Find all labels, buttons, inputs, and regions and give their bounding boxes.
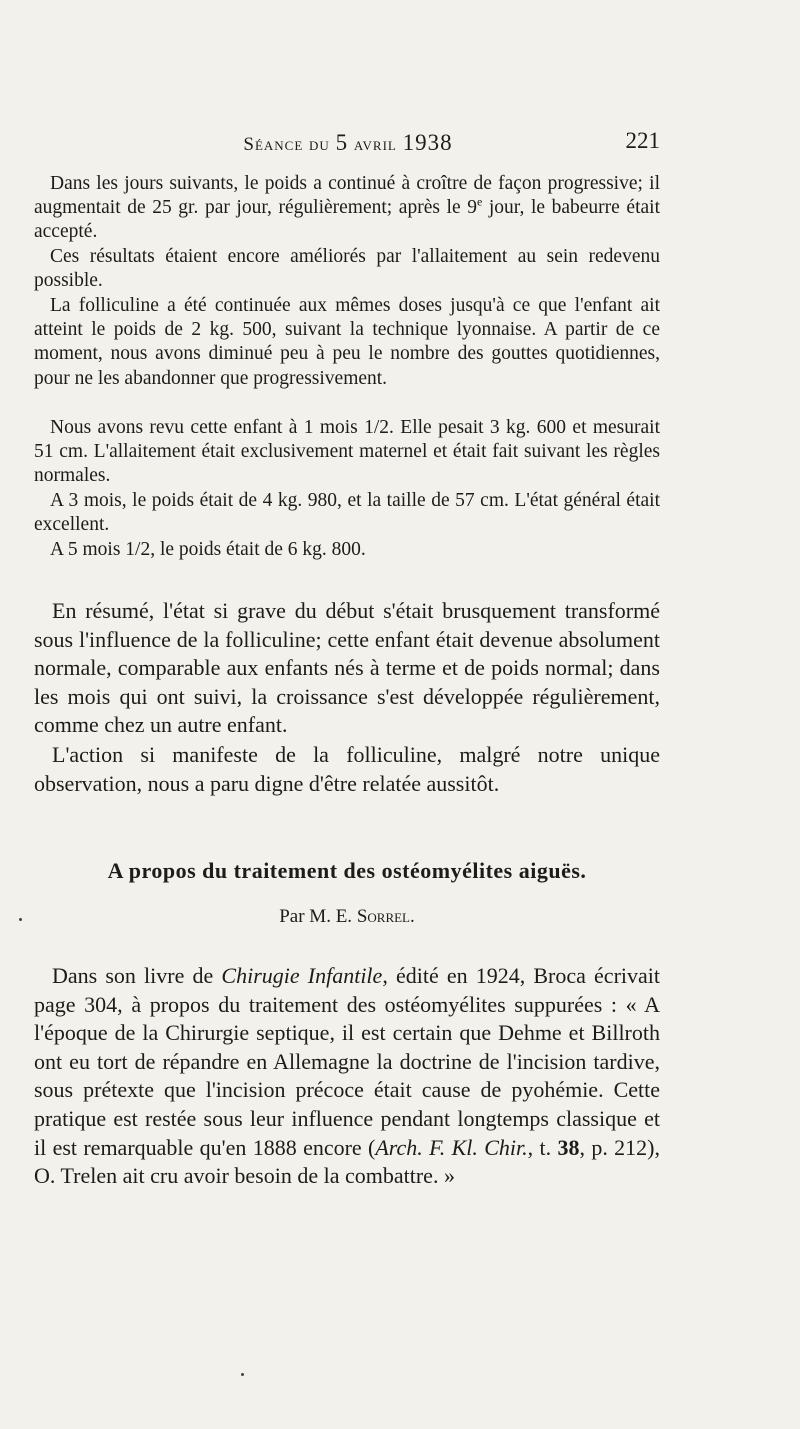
running-title	[36, 130, 660, 156]
article-body: Dans son livre de Chirugie Infantile, édité en 1924, Broca écrivait page 304, à propos du traitement des ostéomyélites suppurées : « A l'époque de la Chirurgie septique, il est certain que Dehme et Billroth ont eu tort de répandre en Allemagne la doctrine de l'incision tardive, sous prétexte que l'incision précoce était cause de pyohémie. Cette pratique est restée sous leur influence pendant longtemps classique et il est remarquable qu'en 1888 encore (Arch. F. Kl. Chir., t. 38, p. 212), O. Trelen ait cru avoir besoin de la combattre. »	[34, 963, 660, 1189]
case-paragraph-6: A 5 mois 1/2, le poids était de 6 kg. 800.	[50, 539, 366, 560]
case-paragraph-4: Nous avons revu cette enfant à 1 mois 1/2. Elle pesait 3 kg. 600 et mesurait 51 cm. L'allaitement était exclusivement maternel et était fait suivant les règles normales.	[34, 417, 660, 487]
author-name: Sorrel	[356, 906, 410, 927]
case-paragraph-5: A 3 mois, le poids était de 4 kg. 980, et la taille de 57 cm. L'état général était excellent.	[34, 490, 660, 536]
running-title-month: avril	[348, 134, 403, 155]
volume-number: 38	[557, 1134, 580, 1160]
stray-dot-mark	[241, 1373, 244, 1376]
running-header	[36, 126, 660, 158]
book-title: Chirugie Infantile	[221, 963, 383, 988]
article-title: A propos du traitement des ostéomyélites aiguës.	[107, 858, 587, 883]
summary-paragraph-2: L'action si manifeste de la folliculine, malgré notre unique observation, nous a paru digne d'être relatée aussitôt.	[34, 742, 660, 796]
running-title-session: Séance du	[243, 134, 336, 155]
article-byline: Par M. E. Sorrel.	[279, 906, 415, 927]
case-paragraph-1: Dans les jours suivants, le poids a continué à croître de façon progressive; il augmentait de 25 gr. par jour, régulièrement; après le 9e jour, le babeurre était accepté.	[34, 173, 660, 243]
running-title-year: 1938	[402, 130, 453, 155]
summary-paragraph-1: En résumé, l'état si grave du début s'était brusquement transformé sous l'influence de la folliculine; cette enfant était devenue absolument normale, comparable aux enfants nés à terme et de poids normal; dans les mois qui ont suivi, la croissance s'est développée régulièrement, comme chez un autre enfant.	[34, 598, 660, 738]
journal-reference: Arch. F. Kl. Chir.	[375, 1134, 528, 1160]
case-paragraph-3: La folliculine a été continuée aux mêmes doses jusqu'à ce que l'enfant ait atteint le poids de 2 kg. 500, suivant la technique lyonnaise. A partir de ce moment, nous avons diminué peu à peu le nombre des gouttes quotidiennes, pour ne les abandonner que progressivement.	[34, 295, 660, 389]
running-title-day: 5	[335, 130, 349, 155]
case-paragraph-2: Ces résultats étaient encore améliorés par l'allaitement au sein redevenu possible.	[34, 246, 660, 292]
page-number: 221	[625, 128, 660, 153]
stray-dot-mark	[19, 918, 22, 921]
